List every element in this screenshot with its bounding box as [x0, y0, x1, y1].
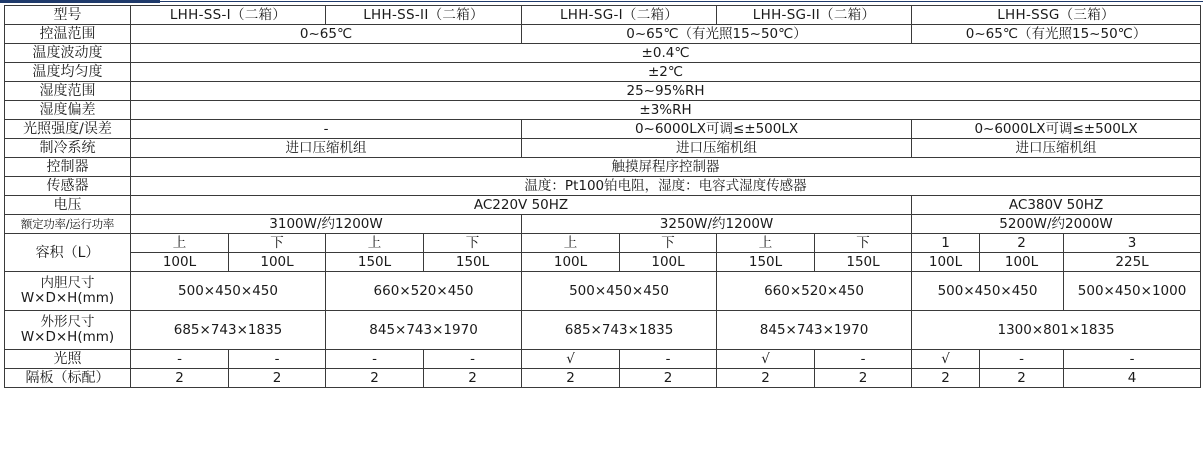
- model-sg-ii: LHH-SG-II（二箱）: [717, 6, 912, 25]
- label-temp-uniform: 温度均匀度: [5, 63, 131, 82]
- hum-range-value: 25~95%RH: [131, 82, 1201, 101]
- label-hum-dev: 湿度偏差: [5, 101, 131, 120]
- row-sensor: [5, 177, 1201, 196]
- volume-position: 下: [620, 234, 717, 253]
- volume-position: 下: [424, 234, 522, 253]
- label-inner-line2: W×D×H(mm): [20, 290, 115, 306]
- row-hum-range: [5, 82, 1201, 101]
- lighting-value: -: [229, 350, 326, 369]
- label-controller: 控制器: [5, 158, 131, 177]
- label-temp-fluct: 温度波动度: [5, 44, 131, 63]
- lighting-value: √: [912, 350, 980, 369]
- shelves-value: 2: [522, 369, 620, 388]
- volume-value: 100L: [131, 253, 229, 272]
- volume-value: 225L: [1064, 253, 1201, 272]
- shelves-value: 2: [912, 369, 980, 388]
- volume-value: 150L: [815, 253, 912, 272]
- outer-sg-i: 685×743×1835: [522, 311, 717, 350]
- label-outer-line2: W×D×H(mm): [20, 329, 115, 345]
- shelves-value: 2: [815, 369, 912, 388]
- label-cooling: 制冷系统: [5, 139, 131, 158]
- label-outer-line1: 外形尺寸: [40, 314, 95, 330]
- row-temp-range: [5, 25, 1201, 44]
- inner-ssg-12: 500×450×450: [912, 272, 1064, 311]
- label-voltage: 电压: [5, 196, 131, 215]
- light-ssg: 0~6000LX可调≤±500LX: [912, 120, 1201, 139]
- row-volume-position: [5, 234, 1201, 253]
- shelves-value: 4: [1064, 369, 1201, 388]
- lighting-value: -: [815, 350, 912, 369]
- outer-ss-ii: 845×743×1970: [326, 311, 522, 350]
- row-inner: [5, 272, 1201, 311]
- volume-position: 上: [326, 234, 424, 253]
- controller-value: 触摸屏程序控制器: [131, 158, 1201, 177]
- model-sg-i: LHH-SG-I（二箱）: [522, 6, 717, 25]
- label-volume: 容积（L）: [5, 234, 131, 272]
- shelves-value: 2: [620, 369, 717, 388]
- outer-sg-ii: 845×743×1970: [717, 311, 912, 350]
- cooling-ss: 进口压缩机组: [131, 139, 522, 158]
- label-light: 光照强度/误差: [5, 120, 131, 139]
- lighting-value: -: [1064, 350, 1201, 369]
- label-inner: [5, 272, 131, 311]
- light-sg: 0~6000LX可调≤±500LX: [522, 120, 912, 139]
- model-ss-i: LHH-SS-I（二箱）: [131, 6, 326, 25]
- shelves-value: 2: [229, 369, 326, 388]
- temp-range-ss: 0~65℃: [131, 25, 522, 44]
- label-power: 额定功率/运行功率: [5, 215, 131, 234]
- lighting-value: -: [424, 350, 522, 369]
- lighting-value: -: [620, 350, 717, 369]
- volume-position: 上: [131, 234, 229, 253]
- lighting-value: -: [326, 350, 424, 369]
- label-sensor: 传感器: [5, 177, 131, 196]
- label-temp-range: 控温范围: [5, 25, 131, 44]
- inner-sg-i: 500×450×450: [522, 272, 717, 311]
- top-rule: [0, 0, 1203, 3]
- shelves-value: 2: [326, 369, 424, 388]
- outer-ss-i: 685×743×1835: [131, 311, 326, 350]
- row-controller: [5, 158, 1201, 177]
- inner-ss-ii: 660×520×450: [326, 272, 522, 311]
- inner-sg-ii: 660×520×450: [717, 272, 912, 311]
- label-hum-range: 湿度范围: [5, 82, 131, 101]
- inner-ss-i: 500×450×450: [131, 272, 326, 311]
- volume-value: 100L: [620, 253, 717, 272]
- power-ss: 3100W/约1200W: [131, 215, 522, 234]
- inner-ssg-3: 500×450×1000: [1064, 272, 1201, 311]
- cooling-sg: 进口压缩机组: [522, 139, 912, 158]
- row-volume-value: [5, 253, 1201, 272]
- row-lighting: [5, 350, 1201, 369]
- label-inner-line1: 内胆尺寸: [40, 275, 95, 291]
- row-outer: [5, 311, 1201, 350]
- row-cooling: [5, 139, 1201, 158]
- voltage-ss-sg: AC220V 50HZ: [131, 196, 912, 215]
- top-rule-accent: [0, 0, 160, 3]
- lighting-value: -: [131, 350, 229, 369]
- temp-range-sg: 0~65℃（有光照15~50℃）: [522, 25, 912, 44]
- volume-position: 3: [1064, 234, 1201, 253]
- volume-position: 2: [980, 234, 1064, 253]
- spec-table: [4, 5, 1201, 388]
- row-model: [5, 6, 1201, 25]
- volume-value: 150L: [717, 253, 815, 272]
- row-light: [5, 120, 1201, 139]
- row-power: [5, 215, 1201, 234]
- model-ss-ii: LHH-SS-II（二箱）: [326, 6, 522, 25]
- volume-position: 1: [912, 234, 980, 253]
- volume-value: 100L: [912, 253, 980, 272]
- volume-value: 100L: [522, 253, 620, 272]
- volume-position: 下: [815, 234, 912, 253]
- lighting-value: -: [980, 350, 1064, 369]
- sensor-value: 温度：Pt100铂电阻，湿度：电容式湿度传感器: [131, 177, 1201, 196]
- power-ssg: 5200W/约2000W: [912, 215, 1201, 234]
- power-sg: 3250W/约1200W: [522, 215, 912, 234]
- label-model: 型号: [5, 6, 131, 25]
- lighting-value: √: [717, 350, 815, 369]
- outer-ssg: 1300×801×1835: [912, 311, 1201, 350]
- row-temp-uniform: [5, 63, 1201, 82]
- voltage-ssg: AC380V 50HZ: [912, 196, 1201, 215]
- label-lighting: 光照: [5, 350, 131, 369]
- row-voltage: [5, 196, 1201, 215]
- temp-fluct-value: ±0.4℃: [131, 44, 1201, 63]
- row-hum-dev: [5, 101, 1201, 120]
- hum-dev-value: ±3%RH: [131, 101, 1201, 120]
- volume-value: 150L: [424, 253, 522, 272]
- volume-value: 100L: [980, 253, 1064, 272]
- volume-position: 下: [229, 234, 326, 253]
- model-ssg: LHH-SSG（三箱）: [912, 6, 1201, 25]
- label-shelves: 隔板（标配）: [5, 369, 131, 388]
- label-outer: [5, 311, 131, 350]
- shelves-value: 2: [980, 369, 1064, 388]
- row-shelves: [5, 369, 1201, 388]
- cooling-ssg: 进口压缩机组: [912, 139, 1201, 158]
- temp-range-ssg: 0~65℃（有光照15~50℃）: [912, 25, 1201, 44]
- shelves-value: 2: [424, 369, 522, 388]
- temp-uniform-value: ±2℃: [131, 63, 1201, 82]
- top-rule-line: [160, 1, 1203, 2]
- volume-value: 100L: [229, 253, 326, 272]
- row-temp-fluct: [5, 44, 1201, 63]
- shelves-value: 2: [717, 369, 815, 388]
- volume-position: 上: [717, 234, 815, 253]
- volume-position: 上: [522, 234, 620, 253]
- lighting-value: √: [522, 350, 620, 369]
- shelves-value: 2: [131, 369, 229, 388]
- light-ss: -: [131, 120, 522, 139]
- volume-value: 150L: [326, 253, 424, 272]
